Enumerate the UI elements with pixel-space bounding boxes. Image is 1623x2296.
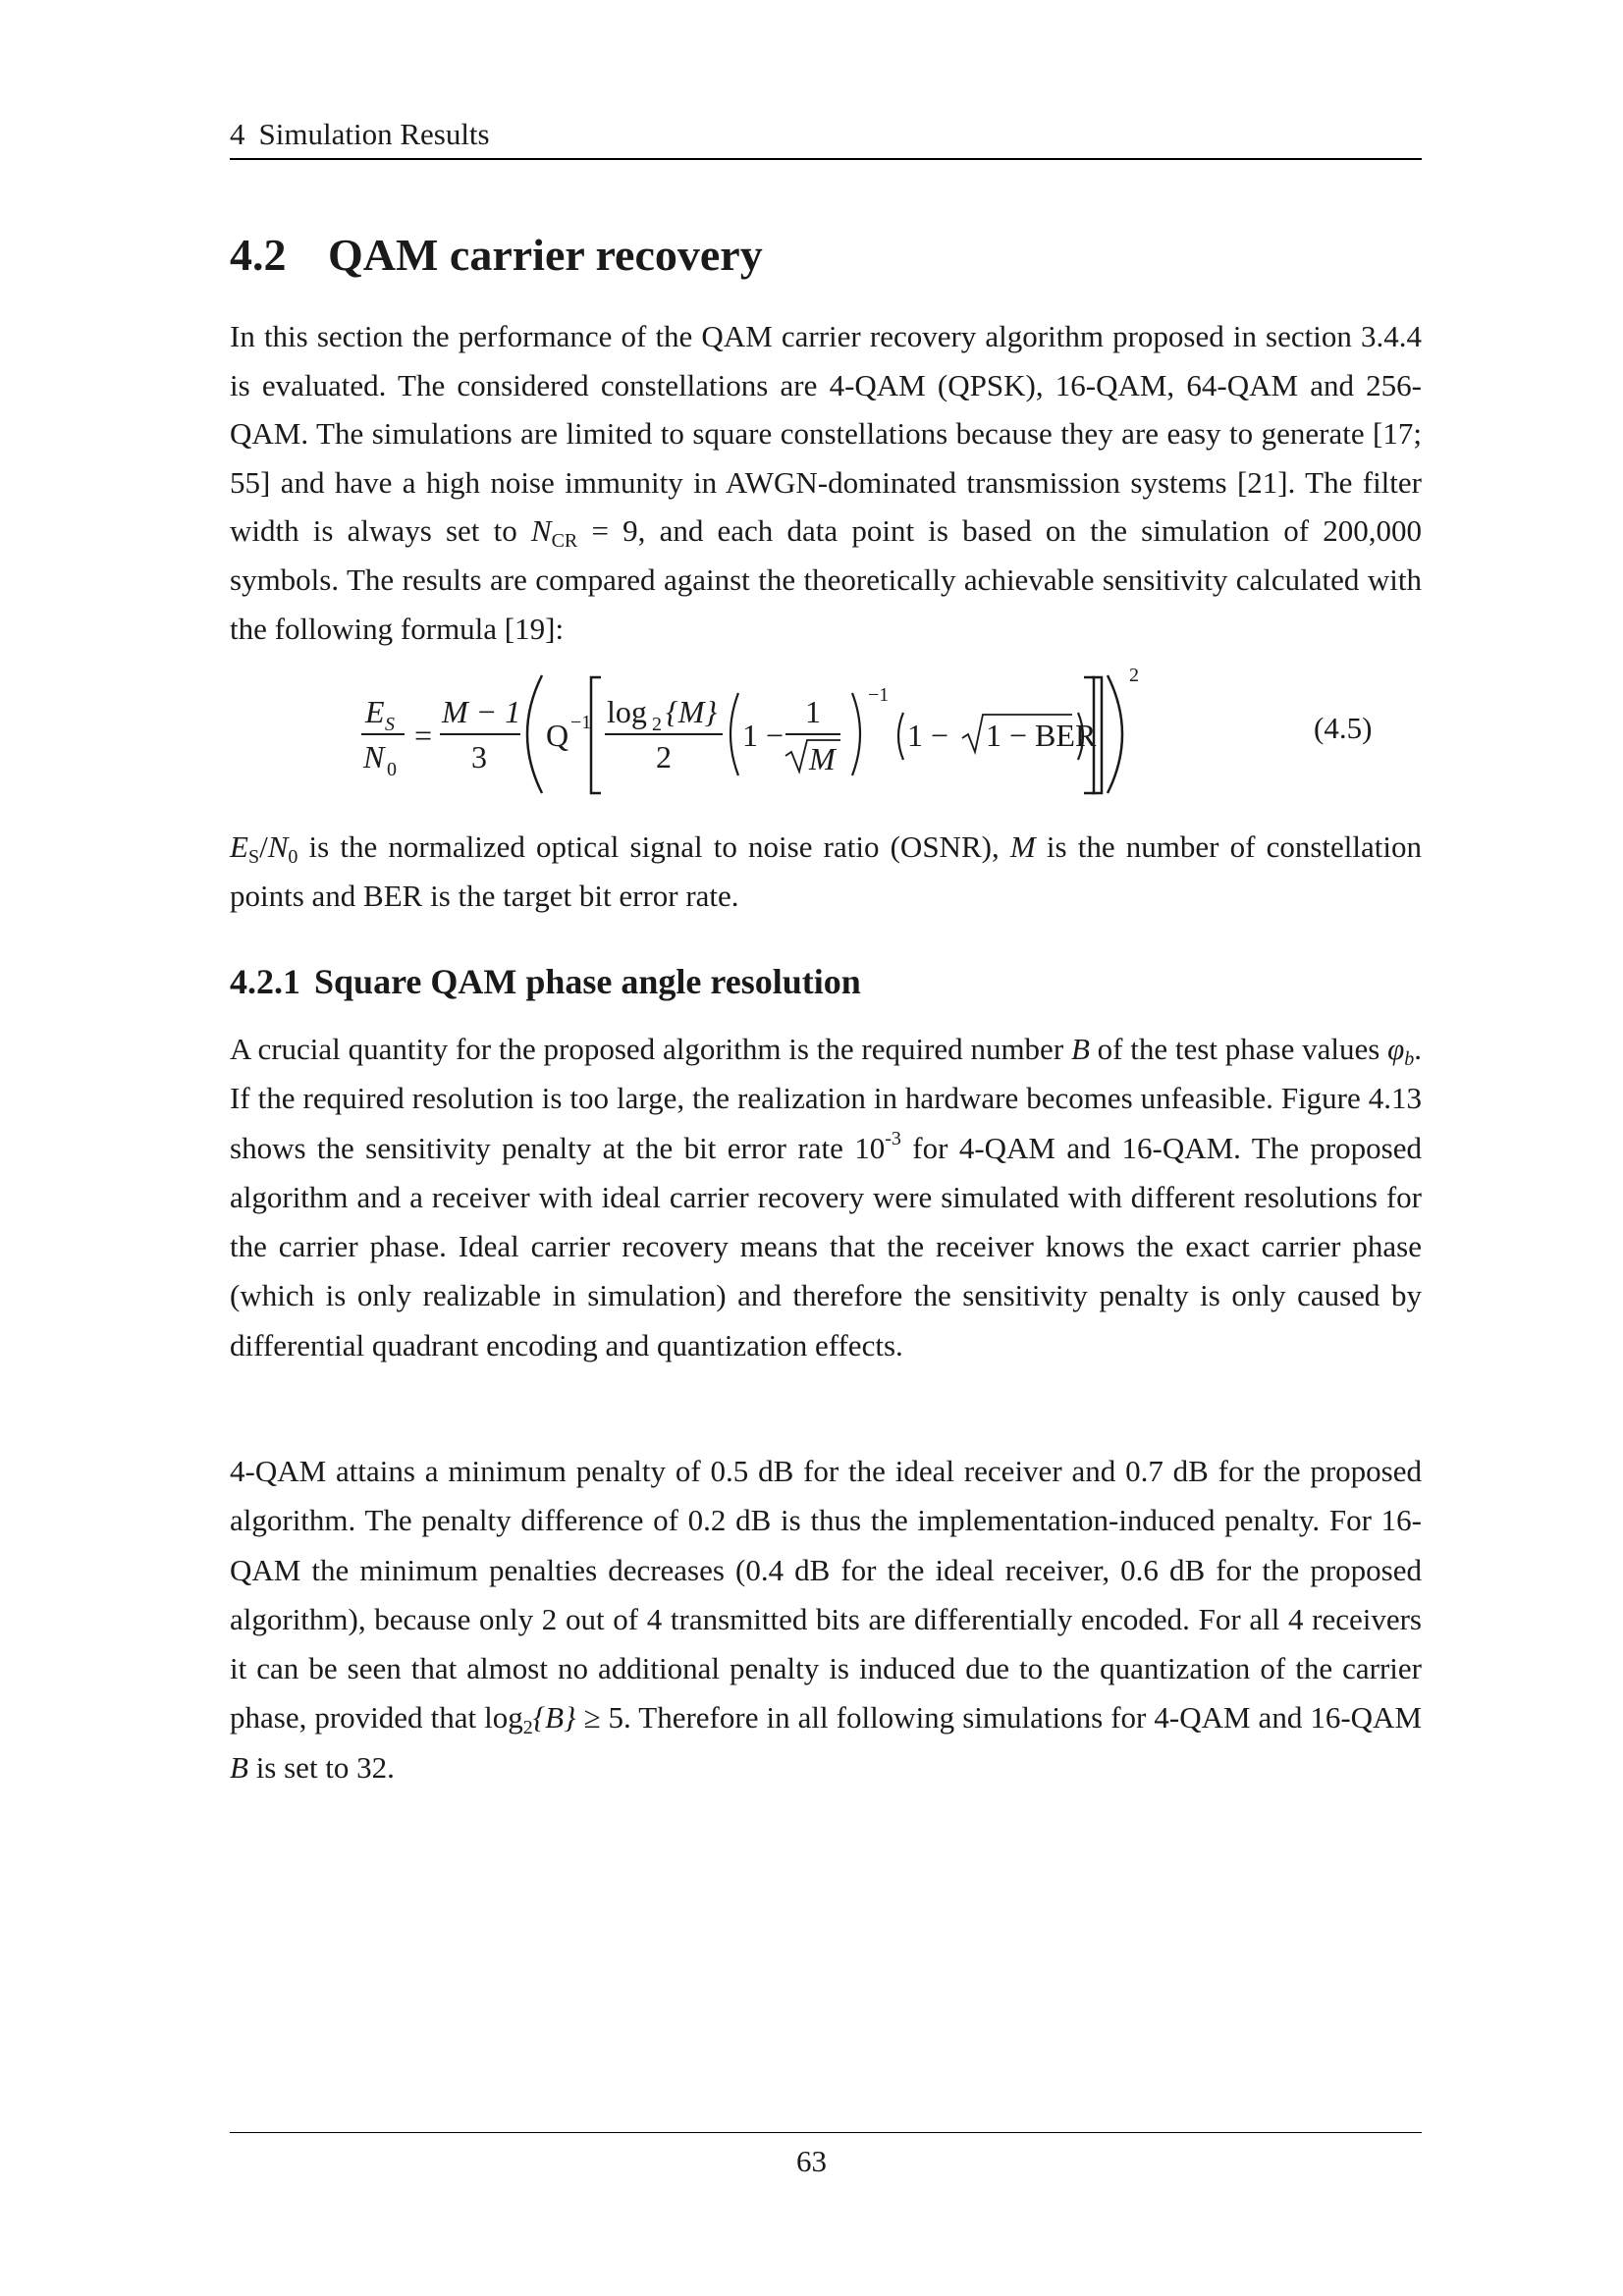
subsection-number: 4.2.1	[230, 962, 300, 1001]
log-argument: {B}	[532, 1700, 576, 1735]
explain-text-2: is the number of constellation points and BER is the target bit error rate.	[230, 829, 1422, 913]
para2-text-2: . Therefore in all following simulations for 4-QAM and 16-QAM	[623, 1700, 1423, 1735]
eq-ber-left: 1 −	[907, 718, 949, 753]
eq-ber-inside: 1 − BER	[986, 718, 1097, 753]
log-subscript: 2	[522, 1717, 533, 1739]
eq-frac-den: 3	[471, 739, 487, 774]
eq-paren-a-left	[730, 693, 738, 775]
es-symbol: E	[230, 829, 248, 864]
eq-lhs-den: N	[363, 739, 385, 774]
para1-text-1: A crucial quantity for the proposed algorithm is the required number	[230, 1032, 1071, 1066]
eq-q: Q	[546, 718, 569, 753]
subsection-heading	[230, 958, 861, 1005]
intro-text-1: In this section the performance of the QAM carrier recovery algorithm proposed in section 3.4.4 is evaluated. The considered constellations are 4-QAM (QPSK), 16-QAM, 64-QAM and 256-QAM. The simulations are limited to square constellations because they are easy to generate [17; 55] and have a high noise immunity in AWGN-dominated transmission systems [21]. The filter width is always set to	[230, 319, 1422, 549]
eq-inner-num: 1	[805, 694, 821, 729]
ncr-symbol: N	[530, 513, 552, 549]
eq-log-arg: {M}	[666, 694, 718, 729]
penalty-paragraph	[230, 1447, 1422, 1792]
slash: /	[259, 829, 268, 864]
eq-bracket-left	[591, 677, 601, 793]
page-number: 63	[796, 2144, 827, 2178]
eq-lhs-num-sub: S	[385, 714, 395, 735]
section-title: QAM carrier recovery	[328, 230, 763, 280]
eq-inner-den: M	[809, 741, 836, 776]
eq-outer-pow: 2	[1129, 665, 1139, 686]
para2-text-3: is set to 32.	[247, 1749, 395, 1785]
eq-outer-paren-left	[527, 675, 542, 793]
subsection-title: Square QAM phase angle resolution	[314, 962, 861, 1001]
eq-equals: =	[414, 718, 433, 753]
equation-4-5	[0, 648, 1623, 805]
para2-text-1: 4-QAM attains a minimum penalty of 0.5 dB for the ideal receiver and 0.7 dB for the proposed algorithm. The penalty difference of 0.2 dB is thus the implementation-induced penalty. For 16-QAM the minimum penalties decreases (0.4 dB for the ideal receiver, 0.6 dB for the proposed algorithm), because only 2 out of 4 transmitted bits are differentially encoded. For all 4 receivers it can be seen that almost no additional penalty is induced due to the quantization of the carrier phase, provided that	[230, 1454, 1422, 1735]
eq-q-sup: −1	[570, 712, 592, 733]
log-text: log	[484, 1700, 523, 1735]
para1-text-2: of the test phase values	[1089, 1032, 1388, 1066]
running-header	[230, 116, 1422, 160]
eq-frac-num: M − 1	[442, 694, 521, 729]
eq-pow-minus-one: −1	[868, 684, 890, 706]
section-heading	[230, 228, 763, 283]
para1-text-3: . If the required resolution is too large, the realization in hardware becomes unfeasible. Figure 4.13 shows the sensitivity penalty at the bit error rate 10	[230, 1032, 1422, 1165]
ncr-subscript: CR	[551, 530, 578, 553]
phi-symbol: φ	[1387, 1032, 1405, 1066]
chapter-title: Simulation Results	[258, 117, 490, 151]
eq-lhs-num: E	[365, 694, 385, 729]
resolution-paragraph	[230, 1025, 1422, 1370]
b-symbol-2: B	[230, 1749, 248, 1785]
b-symbol: B	[1070, 1032, 1090, 1066]
eq-log-den: 2	[656, 739, 672, 774]
eq-one-minus: 1 −	[742, 718, 784, 753]
eq-paren-a-right	[852, 693, 860, 775]
ber-exponent: -3	[885, 1127, 901, 1149]
eq-lhs-den-sub: 0	[387, 759, 397, 780]
n0-subscript: 0	[288, 846, 298, 868]
explain-text-1: is the normalized optical signal to noise ratio (OSNR),	[298, 829, 1010, 864]
eq-outer-paren-right	[1108, 675, 1122, 793]
chapter-number: 4	[230, 117, 245, 151]
eq-log-sub: 2	[652, 714, 662, 735]
explain-paragraph	[230, 823, 1422, 920]
n0-symbol: N	[267, 829, 289, 864]
section-number: 4.2	[230, 230, 287, 280]
intro-text-2: = 9, and each data point is based on the simulation of 200,000 symbols. The results are compared against the theoretically achievable sensitivity calculated with the following formula [19]:	[230, 513, 1423, 646]
equation-number: (4.5)	[1314, 711, 1373, 745]
para1-text-4: for 4-QAM and 16-QAM. The proposed algorithm and a receiver with ideal carrier recovery were simulated with different resolutions for the carrier phase. Ideal carrier recovery means that the receiver knows the exact carrier phase (which is only realizable in simulation) and therefore the sensitivity penalty is only caused by differential quadrant encoding and quantization effects.	[230, 1130, 1422, 1362]
m-symbol: M	[1009, 829, 1036, 864]
es-subscript: S	[247, 846, 260, 868]
ge-five: ≥ 5	[575, 1700, 624, 1735]
eq-paren-b-left	[898, 713, 903, 760]
eq-log: log	[607, 694, 647, 729]
footer-rule	[230, 2132, 1422, 2133]
intro-paragraph	[230, 312, 1422, 653]
phi-subscript: b	[1404, 1048, 1415, 1070]
